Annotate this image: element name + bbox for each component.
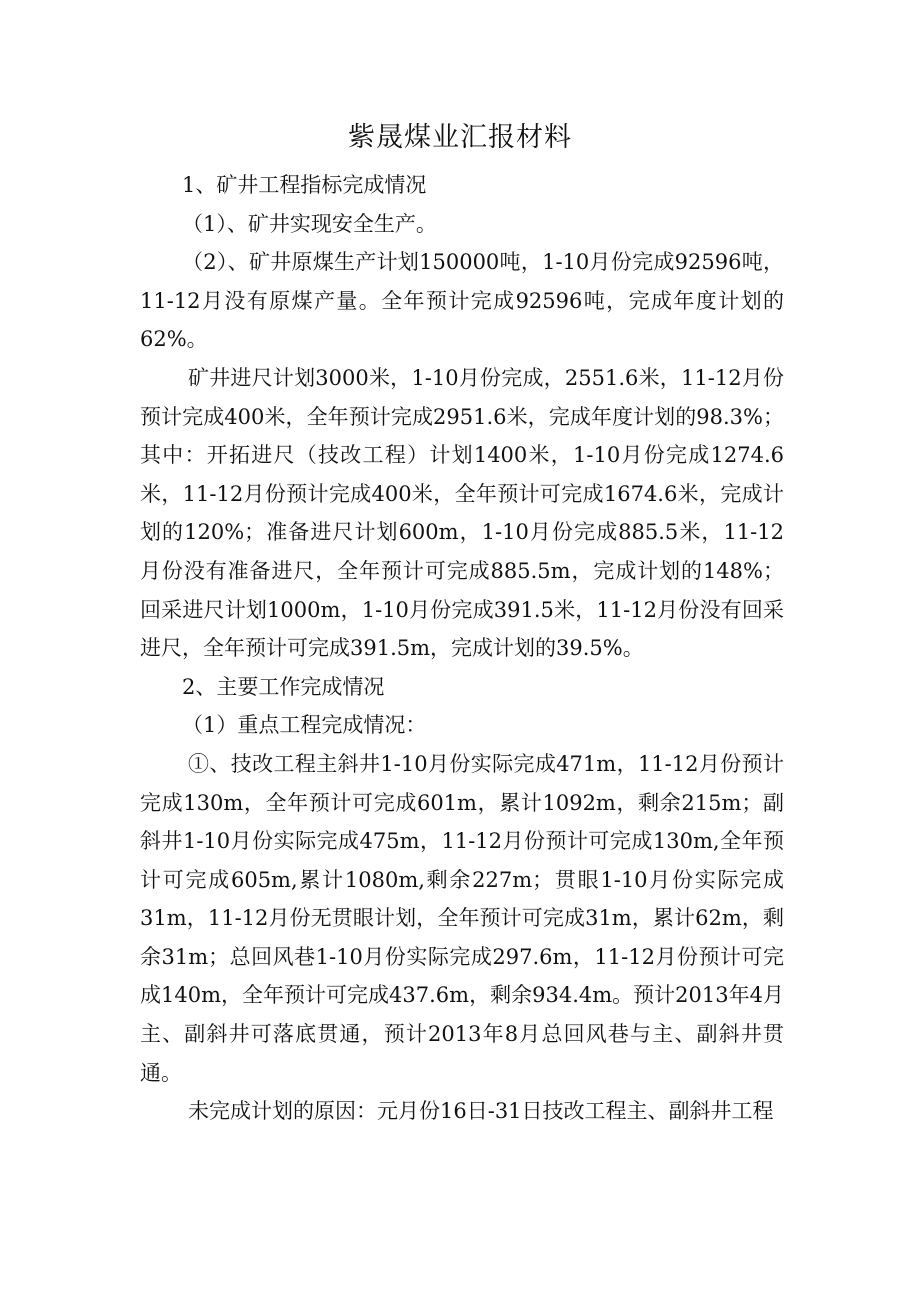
paragraph-reasons: 未完成计划的原因：元月份16日-31日技改工程主、副斜井工程 (188, 1099, 774, 1124)
paragraph-safety: （1）、矿井实现安全生产。 (182, 211, 437, 236)
document-body (140, 166, 784, 1131)
document-title: 紫晟煤业汇报材料 (348, 122, 572, 153)
section-heading-2: 2、主要工作完成情况 (182, 674, 385, 699)
paragraph-coal-production: （2）、矿井原煤生产计划150000吨，1-10月份完成92596吨，11-12月没有原煤产量。全年预计完成92596吨，完成年度计划的62%。 (140, 250, 784, 352)
section-heading-1: 1、矿井工程指标完成情况 (182, 173, 427, 197)
paragraph-key-projects: ①、技改工程主斜井1-10月份实际完成471m，11-12月份预计完成130m，全年预计可完成601m，累计1092m，剩余215m；副斜井1-10月份实际完成475m，11-12月份预计可完成130m,全年预计可完成605m,累计1080m,剩余227m；贯眼1-10月份实际完成31m，11-12月份无贯眼计划，全年预计可完成31m，累计62m，剩余31m；总回风巷1-10月份实际完成297.6m，11-12月份预计可完成140m，全年预计可完成437.6m，剩余934.4m。预计2013年4月主、副斜井可落底贯通，预计2013年8月总回风巷与主、副斜井贯通。 (140, 751, 784, 1085)
paragraph-footage: 矿井进尺计划3000米，1-10月份完成，2551.6米，11-12月份预计完成400米，全年预计完成2951.6米，完成年度计划的98.3%；其中：开拓进尺（技改工程）计划1400米，1-10月份完成1274.6米，11-12月份预计完成400米，全年预计可完成1674.6米，完成计划的120%；准备进尺计划600m，1-10月份完成885.5米，11-12月份没有准备进尺，全年预计可完成885.5m，完成计划的148%；回采进尺计划1000m，1-10月份完成391.5米，11-12月份没有回采进尺，全年预计可完成391.5m，完成计划的39.5%。 (140, 365, 784, 661)
subsection-heading-key-projects: （1）重点工程完成情况： (182, 713, 427, 738)
